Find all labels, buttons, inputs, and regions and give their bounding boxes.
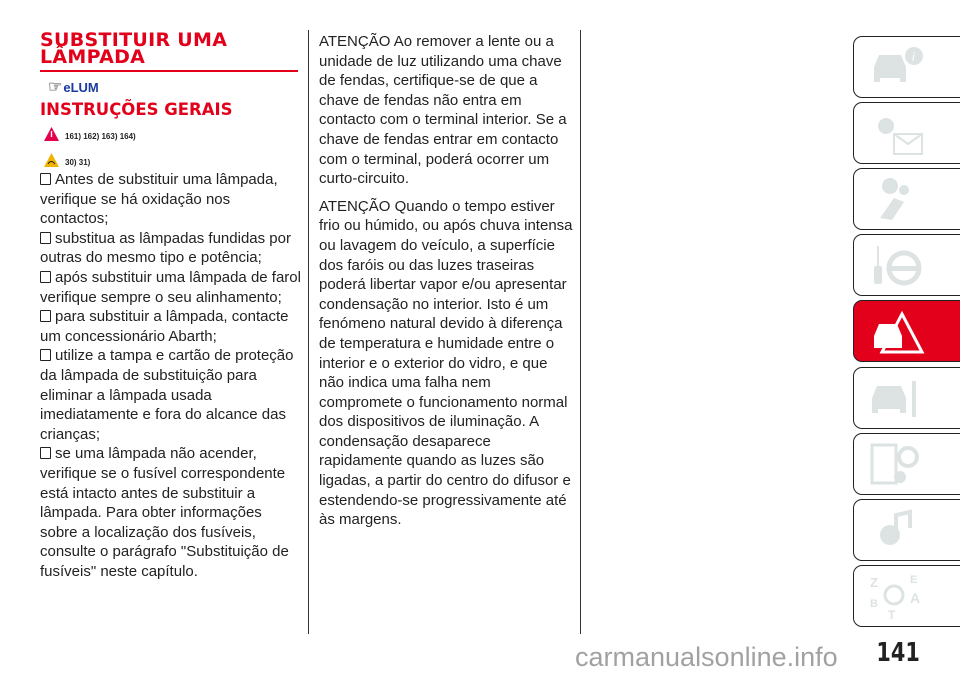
checkbox-bullet-icon — [40, 310, 51, 322]
danger-triangle-icon — [44, 127, 59, 141]
tab-multimedia[interactable] — [853, 499, 960, 561]
tab-lights-messages[interactable] — [853, 102, 960, 164]
tab-starting-driving[interactable] — [853, 234, 960, 296]
svg-text:A: A — [910, 590, 921, 606]
yellow-warning-refs: 30) 31) — [65, 158, 91, 167]
red-warning-refs: 161) 162) 163) 164) — [65, 132, 136, 141]
warning-references — [44, 127, 136, 141]
page-number: 141 — [876, 638, 920, 668]
tab-index[interactable] — [853, 565, 960, 627]
multimedia-icon — [866, 505, 926, 555]
list-item: se uma lâmpada não acender, verifique se o fusível correspondente está intacto antes de substituir a lâmpada. Para obter informações sobre a localização dos fusíveis, consulte o parágrafo "Substituição de fusíveis" neste capítulo. — [40, 445, 289, 580]
tab-emergency[interactable] — [853, 300, 960, 362]
section-title: INSTRUÇÕES GERAIS — [40, 100, 233, 119]
svg-text:E: E — [910, 574, 918, 586]
column-divider — [580, 30, 581, 634]
svg-text:i: i — [912, 50, 915, 64]
tab-technical-data[interactable] — [853, 433, 960, 495]
checkbox-bullet-icon — [40, 447, 51, 459]
index-icon — [866, 571, 926, 621]
caution-triangle-icon — [44, 153, 59, 167]
list-item: substitua as lâmpadas fundidas por outras do mesmo tipo e potência; — [40, 229, 291, 267]
watermark: carmanualsonline.info — [575, 642, 838, 672]
svg-text:B: B — [870, 598, 878, 610]
page-title: SUBSTITUIR UMA LÂMPADA — [40, 32, 298, 72]
tab-maintenance[interactable] — [853, 367, 960, 429]
column-divider — [308, 30, 309, 634]
emergency-icon — [866, 306, 926, 356]
caution-references — [44, 153, 90, 167]
checkbox-bullet-icon — [40, 271, 51, 283]
attention-paragraph: ATENÇÃO Quando o tempo estiver frio ou húmido, ou após chuva intensa ou lavagem do veículo, a superfície dos faróis ou das luzes traseiras poderá libertar vapor e/ou apresentar condensação no interior. Isto é um fenómeno natural devido à diferença de temperatura e humidade entre o interior e o exterior do vidro, e que não indica uma falha nem compromete o funcionamento normal dos dispositivos de iluminação. A condensação desaparece rapidamente quando as luzes são ligadas, a partir do centro do difusor e estendendo-se progressivamente até às margens. — [319, 197, 573, 529]
svg-text:Z: Z — [870, 575, 878, 590]
car-maintenance-icon — [866, 373, 926, 423]
checkbox-bullet-icon — [40, 232, 51, 244]
tab-car-info[interactable] — [853, 36, 960, 98]
elum-label: eLUM — [63, 79, 99, 95]
checkbox-bullet-icon — [40, 349, 51, 361]
instructions-list — [40, 170, 302, 581]
list-item: após substituir uma lâmpada de farol verifique sempre o seu alinhamento; — [40, 268, 301, 306]
warnings-text — [319, 32, 574, 530]
car-info-icon — [866, 42, 926, 92]
lights-message-icon — [866, 108, 926, 158]
list-item: utilize a tampa e cartão de proteção da lâmpada de substituição para eliminar a lâmpada usada imediatamente e fora do alcance das crianças; — [40, 347, 294, 443]
pointing-hand-icon: ☞ — [48, 79, 63, 96]
airbag-seatbelt-icon — [866, 174, 926, 224]
tab-safety[interactable] — [853, 168, 960, 230]
key-steering-icon — [866, 240, 926, 290]
list-item: Antes de substituir uma lâmpada, verifique se há oxidação nos contactos; — [40, 171, 278, 228]
svg-text:T: T — [888, 608, 896, 621]
checkbox-bullet-icon — [40, 173, 51, 185]
list-item: para substituir a lâmpada, contacte um concessionário Abarth; — [40, 308, 289, 345]
technical-data-icon — [866, 439, 926, 489]
attention-paragraph: ATENÇÃO Ao remover a lente ou a unidade de luz utilizando uma chave de fendas, certifique-se de que a chave de fendas não entra em contacto com o terminal interior. Se a chave de fendas entrar em contacto com o terminal, poderá ocorrer um curto-circuito. — [319, 33, 567, 188]
elum-reference — [48, 77, 99, 97]
